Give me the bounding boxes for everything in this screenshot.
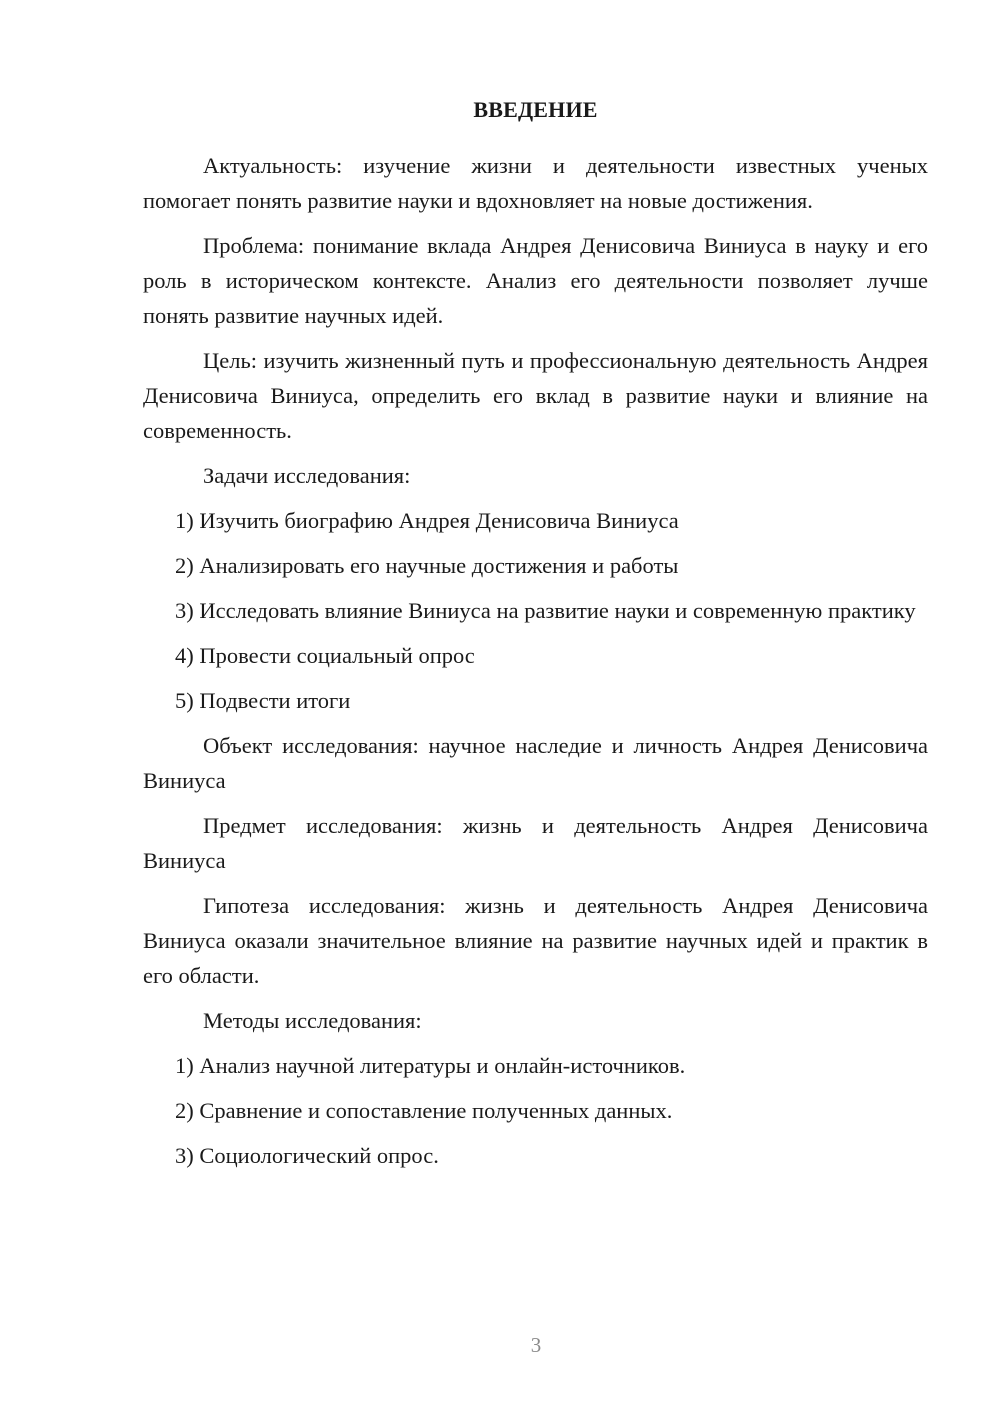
task-item-5: 5) Подвести итоги <box>175 688 351 713</box>
paragraph-subject: Предмет исследования: жизнь и деятельность Андрея Денисовича Виниуса <box>143 813 928 873</box>
page-title: ВВЕДЕНИЕ <box>473 97 598 122</box>
task-item-3: 3) Исследовать влияние Виниуса на развитие науки и современную практику <box>175 598 916 623</box>
methods-heading: Методы исследования: <box>203 1008 422 1033</box>
task-item-1: 1) Изучить биографию Андрея Денисовича Виниуса <box>175 508 679 533</box>
method-item-2: 2) Сравнение и сопоставление полученных данных. <box>175 1098 673 1123</box>
tasks-heading: Задачи исследования: <box>203 463 411 488</box>
task-item-4: 4) Провести социальный опрос <box>175 643 475 668</box>
method-item-1: 1) Анализ научной литературы и онлайн-источников. <box>175 1053 686 1078</box>
paragraph-goal: Цель: изучить жизненный путь и профессиональную деятельность Андрея Денисовича Виниуса, определить его вклад в развитие науки и влияние на современность. <box>143 348 928 443</box>
paragraph-problem: Проблема: понимание вклада Андрея Денисовича Виниуса в науку и его роль в историческом контексте. Анализ его деятельности позволяет лучше понять развитие научных идей. <box>143 233 928 328</box>
task-item-2: 2) Анализировать его научные достижения и работы <box>175 553 679 578</box>
page-number: 3 <box>530 1333 542 1357</box>
paragraph-hypothesis: Гипотеза исследования: жизнь и деятельность Андрея Денисовича Виниуса оказали значительное влияние на развитие научных идей и практик в его области. <box>143 893 928 988</box>
paragraph-relevance: Актуальность: изучение жизни и деятельности известных ученых помогает понять развитие науки и вдохновляет на новые достижения. <box>143 153 928 213</box>
method-item-3: 3) Социологический опрос. <box>175 1143 439 1168</box>
page-content <box>143 92 928 1183</box>
paragraph-object: Объект исследования: научное наследие и личность Андрея Денисовича Виниуса <box>143 733 928 793</box>
